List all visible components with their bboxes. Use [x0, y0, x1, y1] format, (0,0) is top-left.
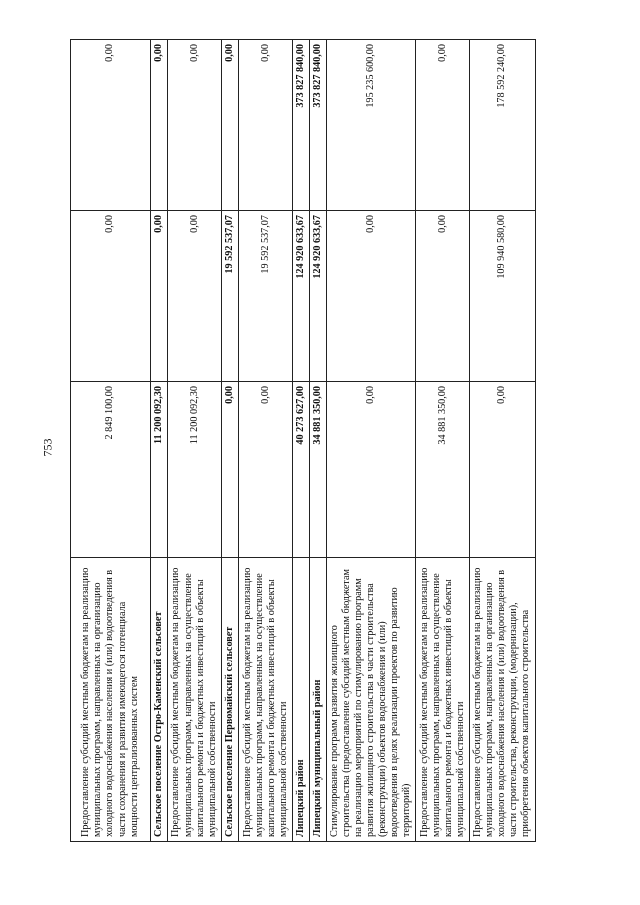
row-description: Сельское поселение Остро-Каменский сельсовет — [151, 558, 168, 842]
value-col1: 34 881 350,00 — [416, 382, 470, 558]
value-col1: 34 881 350,00 — [310, 382, 327, 558]
table-row — [168, 40, 222, 842]
table-row-subtotal — [222, 40, 239, 842]
table-row-subtotal — [151, 40, 168, 842]
row-description: Липецкий район — [293, 558, 310, 842]
table-row-subtotal — [310, 40, 327, 842]
value-col2: 124 920 633,67 — [310, 211, 327, 382]
value-col3: 0,00 — [222, 40, 239, 211]
value-col2: 0,00 — [151, 211, 168, 382]
row-description: Предоставление субсидий местным бюджетам на реализацию муниципальных программ, направленных на организацию холодного водоснабжения населения и (или) водоотведения в части сохранения и развития имеющегося потенциала мощности централизованных систем — [71, 558, 151, 842]
value-col2: 19 592 537,07 — [239, 211, 293, 382]
table-row — [470, 40, 535, 842]
value-col3: 178 592 240,00 — [470, 40, 535, 211]
table-row — [239, 40, 293, 842]
value-col3: 0,00 — [71, 40, 151, 211]
value-col1: 0,00 — [239, 382, 293, 558]
table-row — [416, 40, 470, 842]
value-col2: 109 940 580,00 — [470, 211, 535, 382]
row-description: Предоставление субсидий местным бюджетам на реализацию муниципальных программ, направленных на осуществление капитального ремонта и бюджетных инвестиций в объекты муниципальной собственности — [416, 558, 470, 842]
value-col2: 0,00 — [168, 211, 222, 382]
page-number: 753 — [40, 438, 55, 457]
value-col2: 124 920 633,67 — [293, 211, 310, 382]
value-col2: 0,00 — [327, 211, 416, 382]
table-row — [327, 40, 416, 842]
value-col2: 0,00 — [71, 211, 151, 382]
row-description: Предоставление субсидий местным бюджетам на реализацию муниципальных программ, направленных на организацию холодного водоснабжения населения и (или) водоотведения в части строительства, реконструкции, (модернизации), приобретения объектов капитального строительства — [470, 558, 535, 842]
value-col1: 0,00 — [222, 382, 239, 558]
value-col3: 0,00 — [416, 40, 470, 211]
value-col1: 0,00 — [327, 382, 416, 558]
row-description: Липецкий муниципальный район — [310, 558, 327, 842]
row-description: Стимулирование программ развития жилищного строительства (предоставление субсидий местным бюджетам на реализацию мероприятий по стимулированию программ развития жилищного строительства в части строительства (реконструкции) объектов водоснабжения и (или) водоотведения в целях реализации проектов по развитию территорий) — [327, 558, 416, 842]
row-description: Сельское поселение Первомайский сельсовет — [222, 558, 239, 842]
value-col3: 0,00 — [239, 40, 293, 211]
value-col1: 0,00 — [470, 382, 535, 558]
row-description: Предоставление субсидий местным бюджетам на реализацию муниципальных программ, направленных на осуществление капитального ремонта и бюджетных инвестиций в объекты муниципальной собственности — [168, 558, 222, 842]
value-col1: 40 273 627,00 — [293, 382, 310, 558]
row-description: Предоставление субсидий местным бюджетам на реализацию муниципальных программ, направленных на осуществление капитального ремонта и бюджетных инвестиций в объекты муниципальной собственности — [239, 558, 293, 842]
value-col1: 2 849 100,00 — [71, 382, 151, 558]
value-col3: 373 827 840,00 — [293, 40, 310, 211]
budget-table — [70, 39, 536, 842]
value-col2: 19 592 537,07 — [222, 211, 239, 382]
value-col3: 195 235 600,00 — [327, 40, 416, 211]
table-row-subtotal — [293, 40, 310, 842]
value-col2: 0,00 — [416, 211, 470, 382]
value-col3: 0,00 — [168, 40, 222, 211]
rotated-table-container — [70, 40, 532, 842]
value-col3: 373 827 840,00 — [310, 40, 327, 211]
value-col3: 0,00 — [151, 40, 168, 211]
value-col1: 11 200 092,30 — [168, 382, 222, 558]
table-row — [71, 40, 151, 842]
value-col1: 11 200 092,30 — [151, 382, 168, 558]
